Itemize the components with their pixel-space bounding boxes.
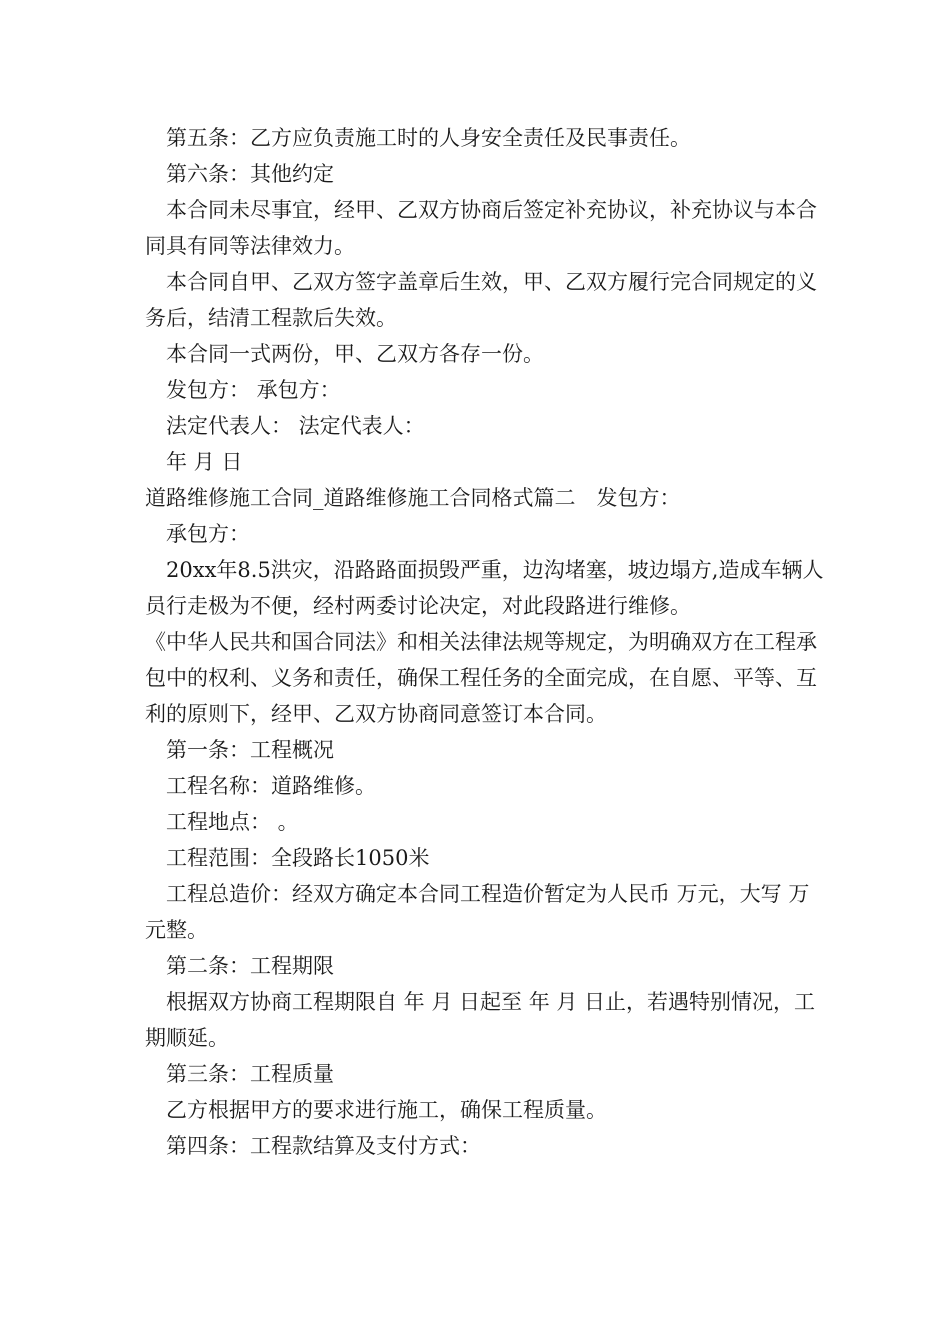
project-cost: 工程总造价：经双方确定本合同工程造价暂定为人民币 万元，大写 万元整。 [145, 882, 810, 942]
supplement-paragraph: 本合同未尽事宜，经甲、乙双方协商后签定补充协议，补充协议与本合同具有同等法律效力。 [145, 198, 817, 258]
contractor-line: 承包方： [166, 522, 250, 546]
date-line: 年 月 日 [166, 450, 243, 474]
project-location: 工程地点： 。 [166, 810, 299, 834]
project-scope: 工程范围：全段路长1050米 [166, 846, 430, 870]
quality-paragraph: 乙方根据甲方的要求进行施工，确保工程质量。 [166, 1098, 607, 1122]
copies-paragraph: 本合同一式两份，甲、乙双方各存一份。 [166, 342, 544, 366]
clause-3-heading: 第三条：工程质量 [166, 1062, 334, 1086]
parties-line: 发包方： 承包方： [166, 378, 341, 402]
background-paragraph: 20xx年8.5洪灾，沿路路面损毁严重，边沟堵塞，坡边塌方,造成车辆人员行走极为不便，经村两委讨论决定，对此段路进行维修。 [145, 558, 824, 618]
representatives-line: 法定代表人： 法定代表人： [166, 414, 425, 438]
clause-4-heading: 第四条：工程款结算及支付方式： [166, 1134, 481, 1158]
document-body [145, 120, 825, 1164]
clause-1-heading: 第一条：工程概况 [166, 738, 334, 762]
section-title-line: 道路维修施工合同_道路维修施工合同格式篇二 发包方： [145, 486, 681, 510]
legal-basis-paragraph: 《中华人民共和国合同法》和相关法律法规等规定，为明确双方在工程承包中的权利、义务和责任，确保工程任务的全面完成，在自愿、平等、互利的原则下，经甲、乙双方协商同意签订本合同。 [145, 630, 817, 726]
project-period: 根据双方协商工程期限自 年 月 日起至 年 月 日止，若遇特别情况，工期顺延。 [145, 990, 816, 1050]
effective-paragraph: 本合同自甲、乙双方签字盖章后生效，甲、乙双方履行完合同规定的义务后，结清工程款后失效。 [145, 270, 817, 330]
clause-2-heading: 第二条：工程期限 [166, 954, 334, 978]
project-name: 工程名称：道路维修。 [166, 774, 376, 798]
clause-6-heading: 第六条：其他约定 [166, 162, 334, 186]
clause-5: 第五条：乙方应负责施工时的人身安全责任及民事责任。 [166, 126, 691, 150]
